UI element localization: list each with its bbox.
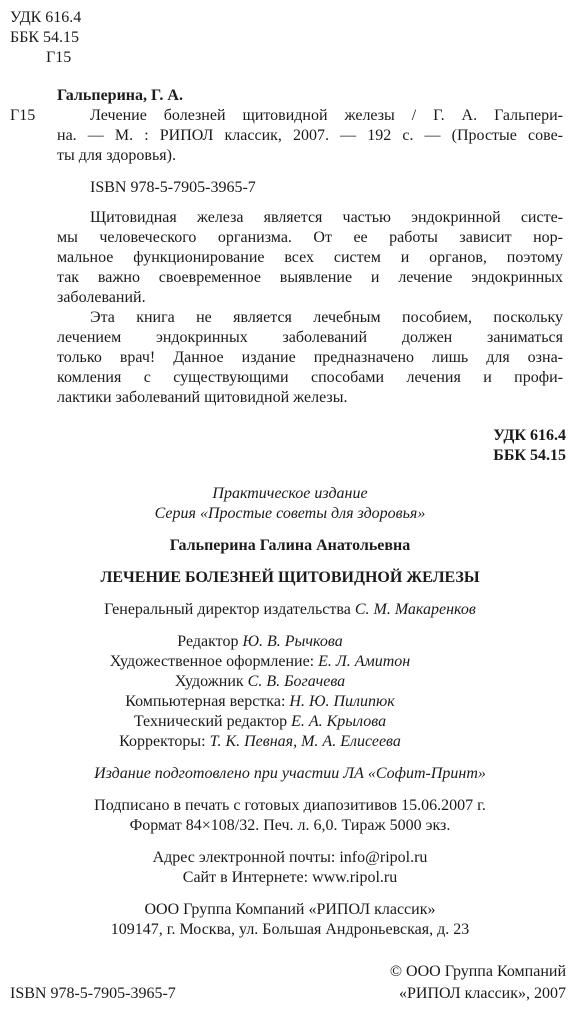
annotation-line: мальное функционирование всех систем и органов, поэтому — [57, 249, 563, 266]
credit-label: Технический редактор — [133, 713, 288, 730]
catalog-author: Гальперина, Г. А. — [57, 87, 183, 104]
publisher-address-line: 109147, г. Москва, ул. Большая Андроньевская, д. 23 — [110, 921, 470, 938]
credits-list — [60, 632, 460, 752]
annotation-line: лечением эндокринных заболеваний должен заниматься — [57, 329, 563, 346]
credit-line — [60, 692, 460, 712]
bbk-code-bottom: ББК 54.15 — [493, 447, 566, 464]
director-name: С. М. Макаренков — [354, 601, 476, 618]
credit-name: Е. Л. Амитон — [318, 653, 411, 670]
publisher-company-line: ООО Группа Компаний «РИПОЛ классик» — [144, 901, 436, 918]
catalog-description-line: Лечение болезней щитовидной железы / Г. А. Гальпери- — [90, 107, 563, 124]
credit-name: Н. Ю. Пилипюк — [289, 693, 395, 710]
annotation-line: мы человеческого организма. От ее работы зависит нор- — [57, 229, 563, 246]
director-line — [0, 600, 580, 620]
copyright-line: «РИПОЛ классик», 2007 — [398, 985, 566, 1002]
director-label: Генеральный директор издательства — [104, 601, 351, 618]
book-title: ЛЕЧЕНИЕ БОЛЕЗНЕЙ ЩИТОВИДНОЙ ЖЕЛЕЗЫ — [100, 569, 480, 586]
annotation-line: комления с существующими способами лечения и профи- — [57, 369, 563, 386]
credit-line — [60, 632, 460, 652]
annotation-line: Щитовидная железа является частью эндокринной систе- — [90, 209, 563, 226]
annotation-line: только врач! Данное издание предназначено лишь для озна- — [57, 349, 563, 366]
annotation-line: лактики заболеваний щитовидной железы. — [57, 389, 348, 406]
credit-name: С. В. Богачева — [247, 673, 346, 690]
catalog-description-line: ты для здоровья). — [57, 147, 176, 164]
prepared-note: Издание подготовлено при участии ЛА «Софит-Принт» — [94, 765, 486, 782]
bbk-code-top: ББК 54.15 — [10, 29, 80, 46]
annotation-line: Эта книга не является лечебным пособием, поскольку — [90, 309, 563, 326]
author-full-name: Гальперина Галина Анатольевна — [169, 537, 411, 554]
credit-name: Т. К. Певная, М. А. Елисеева — [209, 733, 401, 750]
footer-isbn: ISBN 978-5-7905-3965-7 — [10, 985, 176, 1002]
print-format-line: Формат 84×108/32. Печ. л. 6,0. Тираж 5000 экз. — [129, 817, 451, 834]
credit-label: Компьютерная верстка: — [125, 693, 286, 710]
udk-code-top: УДК 616.4 — [10, 9, 82, 26]
edition-type: Практическое издание — [212, 485, 368, 502]
credit-line — [60, 672, 460, 692]
credit-label: Корректоры: — [119, 733, 206, 750]
series-name: Серия «Простые советы для здоровья» — [154, 505, 426, 522]
credit-line — [60, 712, 460, 732]
credit-line — [60, 652, 460, 672]
credit-label: Редактор — [177, 633, 239, 650]
annotation-line: так важно своевременное выявление и лечение эндокринных — [57, 269, 563, 286]
website-line: Сайт в Интернете: www.ripol.ru — [182, 869, 398, 886]
copyright-line: © ООО Группа Компаний — [389, 963, 566, 980]
catalog-mark: Г15 — [10, 107, 36, 124]
catalog-description-line: на. — М. : РИПОЛ классик, 2007. — 192 с. — (Простые сове- — [57, 127, 563, 144]
print-signed-line: Подписано в печать с готовых диапозитивов 15.06.2007 г. — [94, 797, 486, 814]
credit-name: Ю. В. Рычкова — [242, 633, 343, 650]
credit-label: Художник — [174, 673, 244, 690]
catalog-isbn: ISBN 978-5-7905-3965-7 — [90, 179, 256, 196]
udk-code-bottom: УДК 616.4 — [493, 427, 566, 444]
annotation-line: заболеваний. — [57, 289, 146, 306]
author-mark-top: Г15 — [46, 49, 72, 66]
email-line: Адрес электронной почты: info@ripol.ru — [152, 849, 428, 866]
credit-line — [60, 732, 460, 752]
credit-label: Художественное оформление: — [109, 653, 315, 670]
credit-name: Е. А. Крылова — [291, 713, 387, 730]
